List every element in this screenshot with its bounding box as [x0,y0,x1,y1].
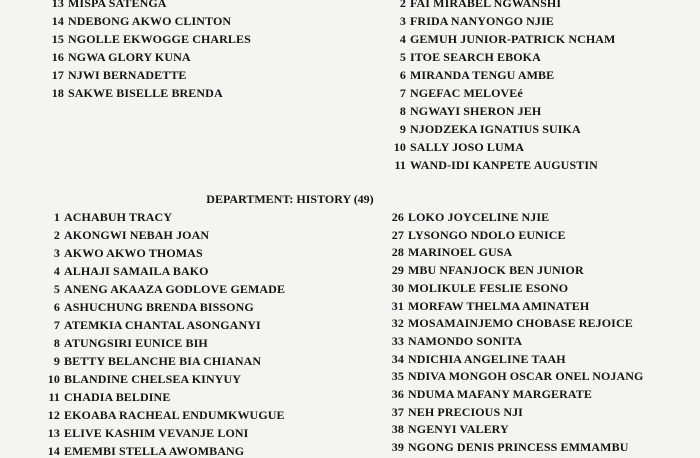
list-item-number: 39 [391,440,404,455]
list-item-name: ITOE SEARCH EBOKA [410,50,541,64]
list-item-name: ASHUCHUNG BRENDA BISSONG [64,300,254,314]
list-item-name: NDIVA MONGOH OSCAR ONEL NOJANG [408,369,644,384]
list-item-name: BLANDINE CHELSEA KINYUY [64,372,242,386]
list-item-name: MOLIKULE FESLIE ESONO [408,280,569,295]
list-item-name: NJODZEKA IGNATIUS SUIKA [410,122,581,136]
list-item-name: FRIDA NANYONGO NJIE [410,14,554,28]
list-item-name: NEH PRECIOUS NJI [408,404,523,419]
list-item-name: NGWA GLORY KUNA [68,50,191,64]
list-item-name: WAND-IDI KANPETE AUGUSTIN [410,158,598,172]
list-item-number: 2 [53,228,60,242]
department-heading-text: DEPARTMENT: HISTORY (49) [206,192,374,206]
list-item-name: ATEMKIA CHANTAL ASONGANYI [64,318,261,332]
list-item-number: 10 [47,372,60,386]
list-item-number: 13 [51,0,64,10]
list-item-number: 6 [399,68,406,82]
list-item-number: 3 [53,246,60,260]
list-item-name: MOSAMAINJEMO CHOBASE REJOICE [408,316,633,331]
list-item-number: 34 [391,351,404,366]
list-item-name: MBU NFANJOCK BEN JUNIOR [408,263,584,278]
list-item-number: 36 [391,387,404,401]
list-item-number: 31 [391,298,404,313]
list-item-number: 5 [399,50,406,64]
list-item-number: 9 [53,354,60,368]
list-item-name: MISPA SATENGA [68,0,167,10]
list-item-number: 6 [53,300,60,314]
list-item-name: EMEMBI STELLA AWOMBANG [64,444,245,458]
list-item-name: NGEFAC MELOVEé [410,86,523,100]
list-item-number: 7 [399,86,406,100]
list-item-name: LOKO JOYCELINE NJIE [408,210,550,224]
list-item-number: 4 [53,264,60,278]
list-item-number: 30 [391,280,404,295]
list-item-name: LYSONGO NDOLO EUNICE [408,227,566,242]
list-item-name: NGONG DENIS PRINCESS EMMAMBU [408,440,629,455]
list-item-name: ELIVE KASHIM VEVANJE LONI [64,426,249,440]
list-item-name: ATUNGSIRI EUNICE BIH [64,336,208,350]
list-item-number: 11 [394,158,406,172]
list-item-name: NGOLLE EKWOGGE CHARLES [68,32,251,46]
list-item-number: 8 [53,336,60,350]
list-item-name: FAI MIRABEL NGWANSHI [410,0,562,10]
list-item-number: 26 [391,210,404,224]
list-item-name: CHADIA BELDINE [64,390,171,404]
list-item-name: GEMUH JUNIOR-PATRICK NCHAM [410,32,616,46]
list-item-name: NDUMA MAFANY MARGERATE [408,387,592,401]
list-item-name: SAKWE BISELLE BRENDA [68,86,223,100]
list-item-number: 27 [391,227,404,242]
list-item-number: 7 [53,318,60,332]
list-item-number: 8 [399,104,406,118]
list-item-name: NGENYI VALERY [408,422,509,437]
list-item-number: 16 [51,50,64,64]
list-item-name: MORFAW THELMA AMINATEH [408,298,590,313]
list-item-number: 4 [399,32,406,46]
list-item-number: 13 [47,426,60,440]
list-item-name: AKONGWI NEBAH JOAN [64,228,210,242]
list-item-name: ANENG AKAAZA GODLOVE GEMADE [64,282,286,296]
list-item-number: 29 [391,263,404,278]
department-heading [0,192,700,206]
list-item-name: ALHAJI SAMAILA BAKO [64,264,209,278]
list-item-number: 14 [51,14,64,28]
list-item-number: 3 [399,14,406,28]
list-item-name: SALLY JOSO LUMA [410,140,524,154]
list-item-number: 5 [53,282,60,296]
list-item-number: 38 [391,422,404,437]
list-item-name: NDEBONG AKWO CLINTON [68,14,232,28]
list-item-name: NGWAYI SHERON JEH [410,104,542,118]
list-item-name: BETTY BELANCHE BIA CHIANAN [64,354,262,368]
list-item-number: 15 [51,32,64,46]
list-item-name: MIRANDA TENGU AMBE [410,68,555,82]
list-item-number: 17 [51,68,64,82]
list-item-number: 32 [391,316,404,331]
list-item-number: 37 [391,404,404,419]
list-item-name: AKWO AKWO THOMAS [64,246,203,260]
list-item-name: NAMONDO SONITA [408,333,523,348]
list-item-number: 18 [51,86,64,100]
list-item-number: 33 [391,333,404,348]
list-item-number: 10 [393,140,406,154]
list-item-number: 35 [391,369,404,384]
list-item-number: 2 [399,0,406,10]
list-item-name: MARINOEL GUSA [408,245,513,260]
list-item-number: 11 [48,390,60,404]
list-item-number: 12 [47,408,60,422]
list-item-name: NJWI BERNADETTE [68,68,187,82]
list-item-name: ACHABUH TRACY [64,210,173,224]
list-item-number: 1 [53,210,60,224]
list-item-number: 14 [47,444,60,458]
list-item-name: NDICHIA ANGELINE TAAH [408,351,566,366]
list-item-number: 28 [391,245,404,260]
list-item-number: 9 [399,122,406,136]
list-item-name: EKOABA RACHEAL ENDUMKWUGUE [64,408,285,422]
